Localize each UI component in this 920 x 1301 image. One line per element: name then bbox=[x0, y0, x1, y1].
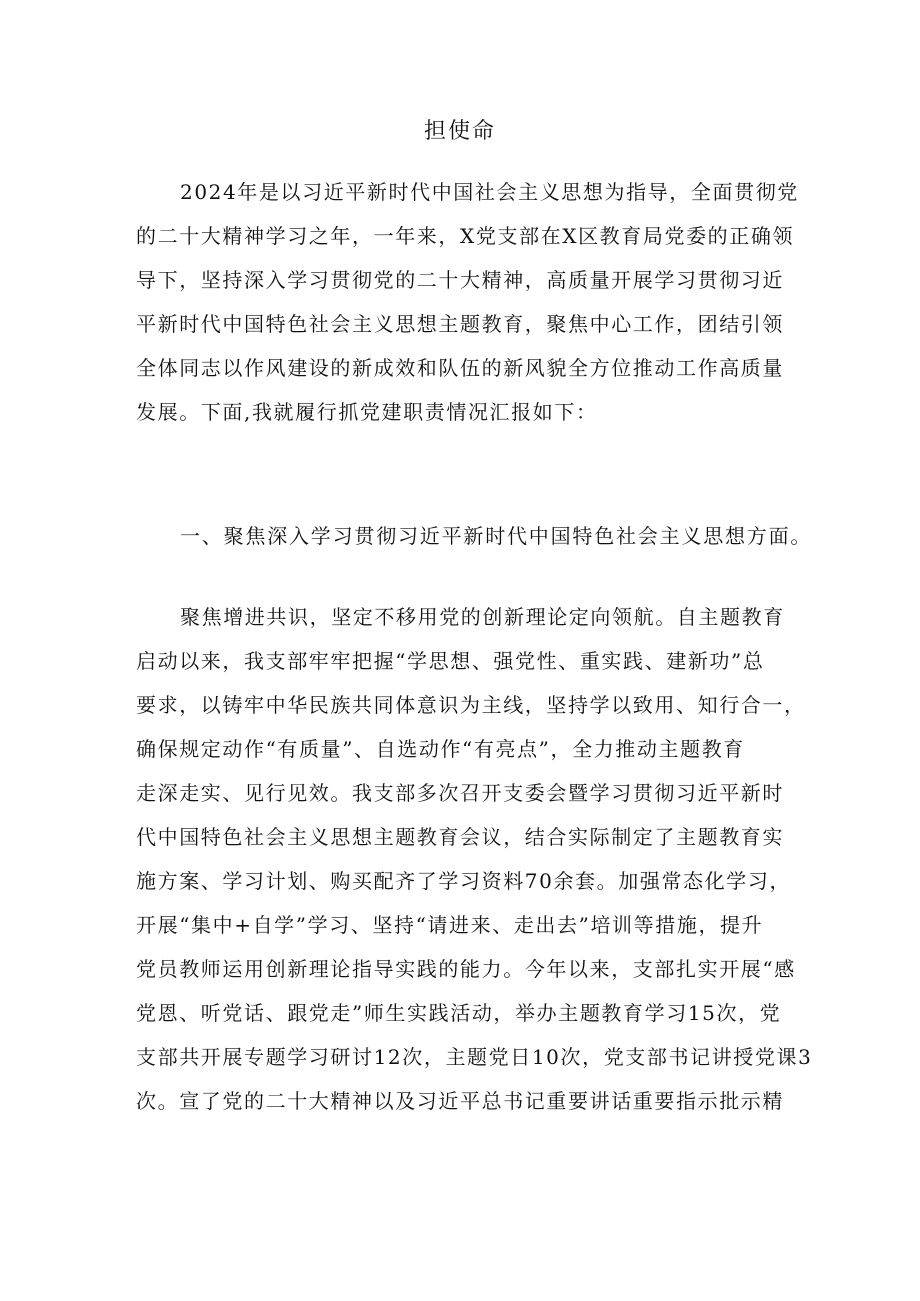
body-line: 党恩、听党话、跟党走”师生实践活动，举办主题教育学习15次，党 bbox=[136, 1001, 782, 1025]
section-heading-block bbox=[136, 514, 836, 558]
body-line: 要求，以铸牢中华民族共同体意识为主线，坚持学以致用、知行合一， bbox=[136, 693, 806, 717]
intro-line: 发展。下面,我就履行抓党建职责情况汇报如下： bbox=[136, 400, 598, 424]
intro-line: 2024年是以习近平新时代中国社会主义思想为指导，全面贯彻党 bbox=[180, 180, 799, 204]
intro-line: 导下，坚持深入学习贯彻党的二十大精神，高质量开展学习贯彻习近 bbox=[136, 268, 784, 292]
intro-line: 的二十大精神学习之年，一年来，X党支部在X区教育局党委的正确领 bbox=[136, 224, 795, 248]
body-line: 走深走实、见行见效。我支部多次召开支委会暨学习贯彻习近平新时 bbox=[136, 781, 784, 805]
section-heading: 一、聚焦深入学习贯彻习近平新时代中国特色社会主义思想方面。 bbox=[180, 524, 813, 548]
body-paragraph bbox=[136, 595, 813, 1123]
body-line: 施方案、学习计划、购买配齐了学习资料70余套。加强常态化学习， bbox=[136, 869, 792, 893]
body-line: 确保规定动作“有质量”、自选动作“有亮点”，全力推动主题教育 bbox=[136, 737, 745, 761]
body-line: 支部共开展专题学习研讨12次，主题党日10次，党支部书记讲授党课3 bbox=[136, 1045, 813, 1069]
body-line: 开展“集中+自学”学习、坚持“请进来、走出去”培训等措施，提升 bbox=[136, 913, 764, 937]
intro-line: 全体同志以作风建设的新成效和队伍的新风貌全方位推动工作高质量 bbox=[136, 356, 784, 380]
intro-paragraph bbox=[136, 170, 800, 434]
body-line: 聚焦增进共识，坚定不移用党的创新理论定向领航。自主题教育 bbox=[180, 605, 785, 629]
body-line: 代中国特色社会主义思想主题教育会议，结合实际制定了主题教育实 bbox=[136, 825, 784, 849]
body-line: 启动以来，我支部牢牢把握“学思想、强党性、重实践、建新功”总 bbox=[136, 649, 765, 673]
body-line: 党员教师运用创新理论指导实践的能力。今年以来，支部扎实开展“感 bbox=[136, 957, 796, 981]
intro-line: 平新时代中国特色社会主义思想主题教育，聚焦中心工作，团结引领 bbox=[136, 312, 784, 336]
body-line: 次。宣了党的二十大精神以及习近平总书记重要讲话重要指示批示精 bbox=[136, 1089, 784, 1113]
document-title: 担使命 bbox=[423, 119, 496, 144]
